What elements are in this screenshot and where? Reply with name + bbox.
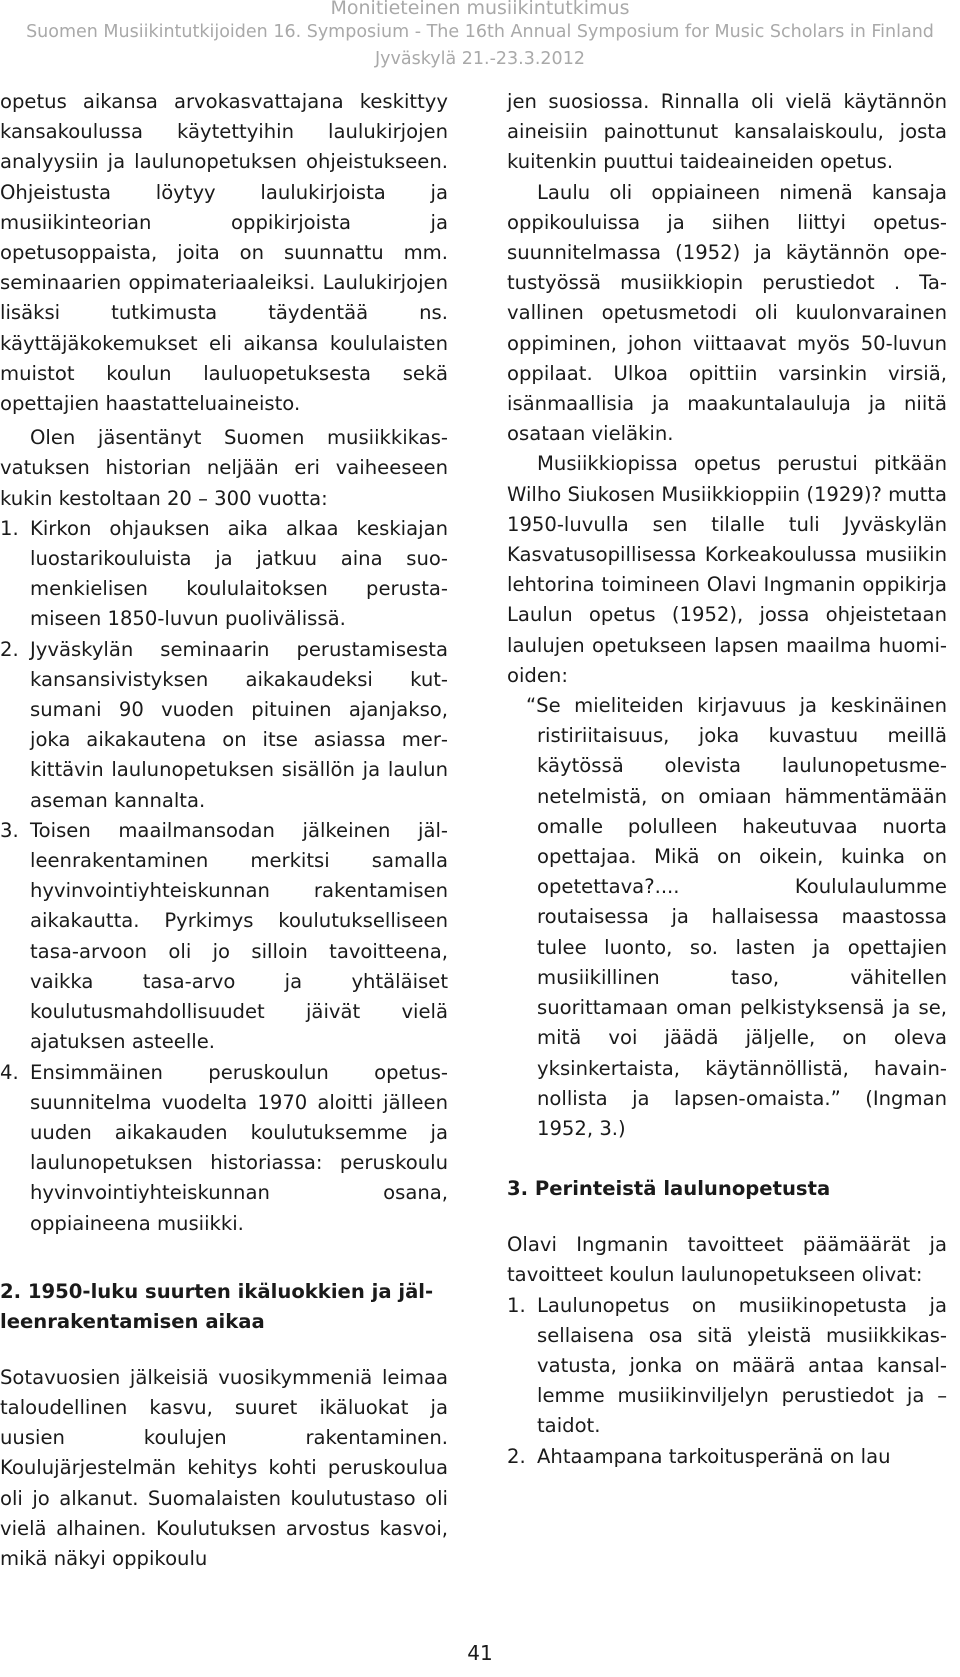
paragraph: Olavi Ingmanin tavoitteet päämäärät ja tavoitteet koulun laulunopetukseen olivat:: [507, 1233, 947, 1287]
paragraph: Olen jäsentänyt Suomen musiikkikasvatuksen historian neljään eri vaiheeseen kukin kestoltaan 20 – 300 vuotta:: [0, 426, 448, 510]
list-number: 1.: [507, 1293, 526, 1317]
right-column: [507, 87, 947, 1472]
list-item-text: Kirkon ohjauksen aika alkaa keskiajan luostarikouluista ja jatkuu aina suomenkielisen koululaitoksen perustamiseen 1850-luvun puolivälissä.: [30, 516, 448, 631]
paragraph: Sotavuosien jälkeisiä vuosikymmeniä leimaa taloudellinen kasvu, suuret ikäluokat ja uusien koulujen rakentaminen. Koulujärjestelmän kehitys kohti peruskoulua oli jo alkanut. Suomalaisten koulutustaso oli vielä alhainen. Koulutuksen arvostus kasvoi, mikä näkyi oppikoulu: [0, 1365, 448, 1570]
list-item-text: Ensimmäinen peruskoulun opetussuunnitelma vuodelta 1970 aloitti jälleen uuden aikakauden koulutuksemme ja laulunopetuksen historiassa: peruskoulu hyvinvointiyhteiskunnan osana, oppiaineena musiikki.: [30, 1060, 448, 1235]
section-heading: 2. 1950-luku suurten ikäluokkien ja jälleenrakentamisen aikaa: [0, 1279, 434, 1333]
paragraph: Laulu oli oppiaineen nimenä kansaja oppikouluissa ja siihen liittyi opetussuunnitelmassa (1952) ja käytännön opetustyössä musiikkiopin perustiedot . Tavallinen opetusmetodi oli kuulonvarainen oppiminen, johon viittaavat myös 50-luvun oppilaat. Ulkoa opittiin varsinkin virsiä, isänmaallisia ja maakuntalauluja ja niitä osataan vieläkin.: [507, 180, 947, 446]
list-item: [507, 1442, 947, 1472]
paragraph: jen suosiossa. Rinnalla oli vielä käytännön aineisiin painottunut kansalaiskoulu, josta kuitenkin puuttui taideaineiden opetus.: [507, 90, 947, 174]
block-quote: “Se mieliteiden kirjavuus ja keskinäinen ristiriitaisuus, joka kuvastuu meillä käytössä olevista laulunopetusmenetelmistä, on omiaan hämmentämään omalle polulleen hakeutuvaa nuorta opettajaa. Mikä on oikein, kuinka on opetettava?.... Koululaulumme routaisessa ja hallaisessa maastossa tulee luonto, so. lasten ja opettajien musiikillinen taso, vähitellen suorittamaan oman pelkistyksensä ja se, mitä voi jäädä jäljelle, on oleva yksinkertaista, käytännöllistä, havainnollista ja lapsen-omaista.” (Ingman 1952, 3.): [526, 694, 947, 1140]
list-item-text: Laulunopetus on musiikinopetusta ja sellaisena osa sitä yleistä musiikkikasvatusta, jonka on määrä antaa kansallemme musiikinviljelyn perustiedot ja –taidot.: [537, 1293, 947, 1438]
list-item: [0, 1058, 448, 1239]
list-item-text: Ahtaampana tarkoitusperänä on lau: [537, 1444, 891, 1468]
header-symposium: Suomen Musiikintutkijoiden 16. Symposium - The 16th Annual Symposium for Music Scholars in Finland: [26, 22, 934, 42]
list-item: [0, 635, 448, 816]
list-number: 4.: [0, 1060, 19, 1084]
list-number: 2.: [507, 1444, 526, 1468]
paragraph: Musiikkiopissa opetus perustui pitkään Wilho Siukosen Musiikkioppiin (1929)? mutta 1950-luvulla sen tilalle tuli Jyväskylän Kasvatusopillisessa Korkeakoulussa musiikin lehtorina toimineen Olavi Ingmanin oppikirja Laulun opetus (1952), jossa ohjeistetaan laulujen opetukseen lapsen maailma huomioiden:: [507, 452, 947, 687]
list-item: [0, 514, 448, 635]
list-number: 2.: [0, 637, 19, 661]
list-number: 3.: [0, 818, 19, 842]
section-heading: 3. Perinteistä laulunopetusta: [507, 1177, 831, 1201]
list-item: [0, 816, 448, 1058]
header-place-date: Jyväskylä 21.-23.3.2012: [375, 49, 585, 69]
list-number: 1.: [0, 516, 19, 540]
header-title: Monitieteinen musiikintutkimus: [330, 0, 630, 19]
paragraph: opetus aikansa arvokasvattajana keskittyy kansakoulussa käytettyihin laulukirjojen analyysiin ja laulunopetuksen ohjeistukseen. Ohjeistusta löytyy laulukirjoista ja musiikinteorian oppikirjoista ja opetusoppaista, joita on suunnattu mm. seminaarien oppimateriaaleiksi. Laulukirjojen lisäksi tutkimusta täydentää ns. käyttäjäkokemukset eli aikansa koululaisten muistot koulun lauluopetuksesta sekä opettajien haastatteluaineisto.: [0, 90, 448, 416]
list-item: [507, 1291, 947, 1442]
list-item-text: Jyväskylän seminaarin perustamisesta kansansivistyksen aikakaudeksi kutsumani 90 vuoden pituinen ajanjakso, joka aikakautena on itse asiassa merkittävin laulunopetuksen sisällön ja laulun aseman kannalta.: [30, 637, 448, 812]
page-number: 41: [467, 1641, 493, 1665]
list-item-text: Toisen maailmansodan jälkeinen jälleenrakentaminen merkitsi samalla hyvinvointiyhteiskunnan rakentamisen aikakautta. Pyrkimys koulutukselliseen tasa-arvoon oli jo silloin tavoitteena, vaikka tasa-arvo ja yhtäläiset koulutusmahdollisuudet jäivät vielä ajatuksen asteelle.: [30, 818, 448, 1054]
left-column: [0, 87, 448, 1574]
